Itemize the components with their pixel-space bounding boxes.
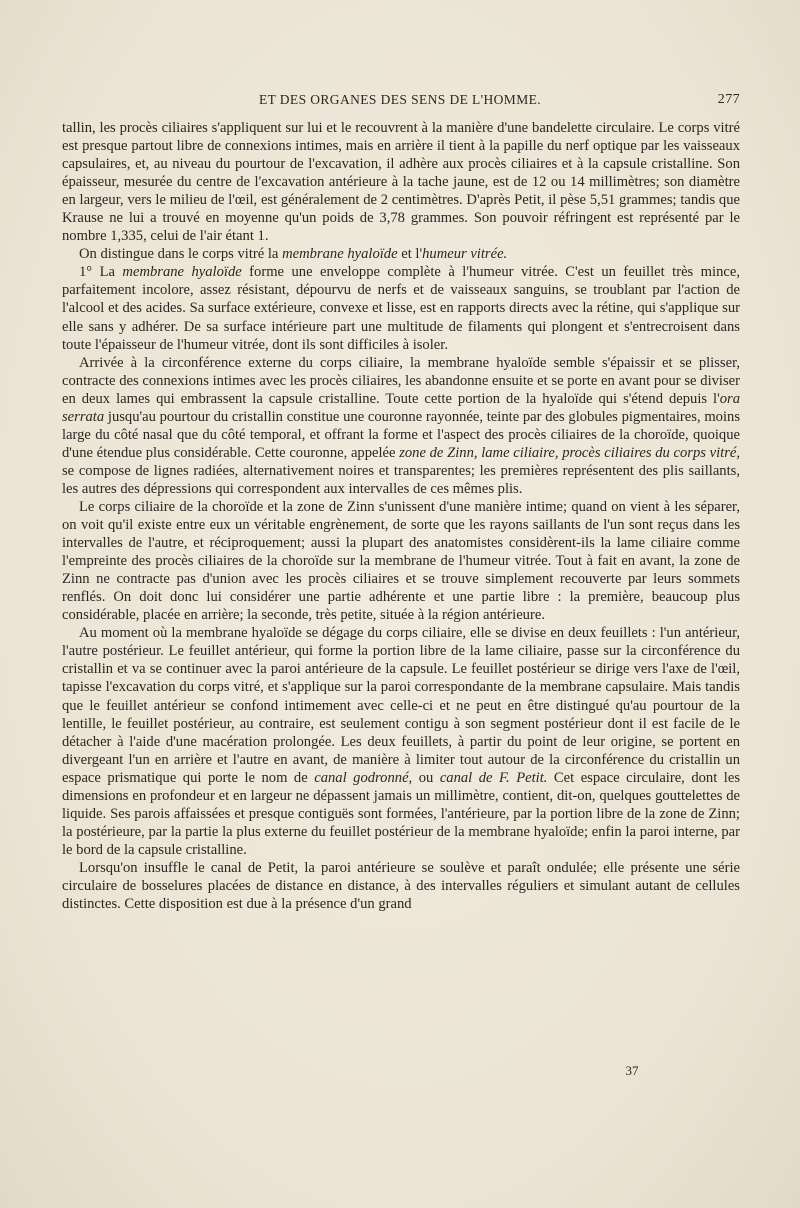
text-run: On distingue dans le corps vitré la [79,246,283,263]
signature-mark: 37 [625,1063,639,1078]
italic-term: humeur vitrée. [422,246,508,263]
paragraph-p1 [62,119,740,245]
italic-term: zone de Zinn, lame ciliaire, procès ciliaires du corps vitré, [399,444,740,461]
italic-term: membrane hyaloïde [282,246,398,263]
text-run: ou [412,769,440,786]
italic-term: canal de F. Petit. [439,769,548,786]
text-run: tallin, les procès ciliaires s'appliquent sur lui et le recouvrent à la manière d'une bandelette circulaire. Le corps vitré est presque partout libre de connexions intimes, mais en arrière il tient à la papille du nerf optique par les vaisseaux capsulaires, et, au niveau du pourtour de l'excavation, il adhère aux procès ciliaires et à la capsule cristalline. Son épaisseur, mesurée du centre de l'excavation antérieure à la tache jaune, est de 12 ou 14 millimètres; son diamètre en largeur, vers le milieu de l'œil, est généralement de 2 centimètres. D'après Petit, il pèse 5,51 grammes; tandis que Krause ne lui a trouvé en moyenne qu'un poids de 3,78 grammes. Son pouvoir réfringent est représenté par le nombre 1,335, celui de l'air étant 1. [62,120,740,245]
text-run: et l' [397,246,423,263]
italic-term: membrane hyaloïde [122,264,242,281]
text-run: se compose de lignes radiées, alternativement noires et transparentes; les premières représentent des plis saillants, les autres des dépressions qui correspondent aux intervalles de ces mêmes plis. [62,462,740,497]
paragraph-p7 [62,859,740,913]
italic-term: ora serrata [62,390,740,425]
body-text [62,119,740,913]
text-run: Arrivée à la circonférence externe du corps ciliaire, la membrane hyaloïde semble s'épaissir et se plisser, contracte des connexions intimes avec les procès ciliaires, les abandonne ensuite et se porte en avant pour se diviser en deux lames qui embrassent la capsule cristalline. Toute cette portion de la hyaloïde qui s'étend depuis l' [62,354,740,407]
text-run: forme une enveloppe complète à l'humeur vitrée. C'est un feuillet très mince, parfaitement incolore, assez résistant, dépourvu de nerfs et de vaisseaux sanguins, se troublant par l'action de l'alcool et des acides. Sa surface extérieure, convexe et lisse, est en rapports directs avec la rétine, qui s'applique sur elle sans y adhérer. De sa surface intérieure part une multitude de filaments qui plongent et s'entrecroisent dans toute l'épaisseur de l'humeur vitrée, dont ils sont difficiles à isoler. [62,264,740,353]
text-run: 1° La [79,264,123,281]
text-run: jusqu'au pourtour du cristallin constitue une couronne rayonnée, teinte par des globules pigmentaires, moins large du côté nasal que du côté temporal, et offrant la forme et l'aspect des procès ciliaires de la choroïde, quoique d'une étendue plus considérable. Cette couronne, appelée [62,408,740,461]
paragraph-p5 [62,498,740,624]
text-run: Au moment où la membrane hyaloïde se dégage du corps ciliaire, elle se divise en deux feuillets : l'un antérieur, l'autre postérieur. Le feuillet antérieur, qui forme la portion libre de la lame ciliaire, passe sur la circonférence du cristallin et va se continuer avec la paroi antérieure de la capsule. Le feuillet postérieur se dirige vers l'axe de l'œil, tapisse l'excavation du corps vitré, et s'applique sur la paroi correspondante de la membrane capsulaire. Mais tandis que le feuillet antérieur se confond intimement avec celle-ci et ne peut en être distingué qu'au pourtour de la lentille, le feuillet postérieur, au contraire, est seulement contigu à son segment postérieur dont il est facile de le détacher à l'aide d'une macération prolongée. Les deux feuillets, à partir du point de leur origine, se portent en divergeant l'un en arrière et l'autre en avant, de manière à limiter tout autour de la circonférence du cristallin un espace prismatique qui porte le nom de [62,625,740,786]
paragraph-p2 [62,245,740,263]
page-number: 277 [717,92,740,107]
text-run: Le corps ciliaire de la choroïde et la zone de Zinn s'unissent d'une manière intime; quand on vient à les séparer, on voit qu'il existe entre eux un véritable engrènement, de sorte que les rayons saillants de l'un sont reçus dans les intervalles de l'autre, et réciproquement; aussi la plupart des anatomistes considèrent-ils la lame ciliaire comme l'empreinte des procès ciliaires de la choroïde sur la membrane de l'humeur vitrée. Tout à fait en avant, la zone de Zinn ne contracte pas d'union avec les procès ciliaires et se trouve simplement recouverte par leurs sommets renflés. On doit donc lui considérer une partie adhérente et une partie libre : la première, beaucoup plus considérable, placée en arrière; la seconde, très petite, située à la région antérieure. [62,498,740,624]
paragraph-p6 [62,624,740,859]
text-run: Cet espace circulaire, dont les dimensions en profondeur et en largeur ne dépassent jamais un millimètre, contient, dit-on, quelques gouttelettes de liquide. Ses parois affaissées et presque contiguës sont formées, l'antérieure, par la portion libre de la zone de Zinn; la postérieure, par la partie la plus externe du feuillet postérieur de la membrane hyaloïde; enfin la paroi interne, par le bord de la capsule cristalline. [62,769,740,858]
running-title: ET DES ORGANES DES SENS DE L'HOMME. [258,92,542,107]
paragraph-p4 [62,354,740,498]
italic-term: canal godronné, [314,769,413,786]
text-run: Lorsqu'on insuffle le canal de Petit, la paroi antérieure se soulève et paraît ondulée; elle présente une série circulaire de bosselures placées de distance en distance, à des intervalles réguliers et simulant autant de cellules distinctes. Cette disposition est due à la présence d'un grand [62,859,740,913]
running-header [60,92,740,114]
paragraph-p3 [62,263,740,353]
